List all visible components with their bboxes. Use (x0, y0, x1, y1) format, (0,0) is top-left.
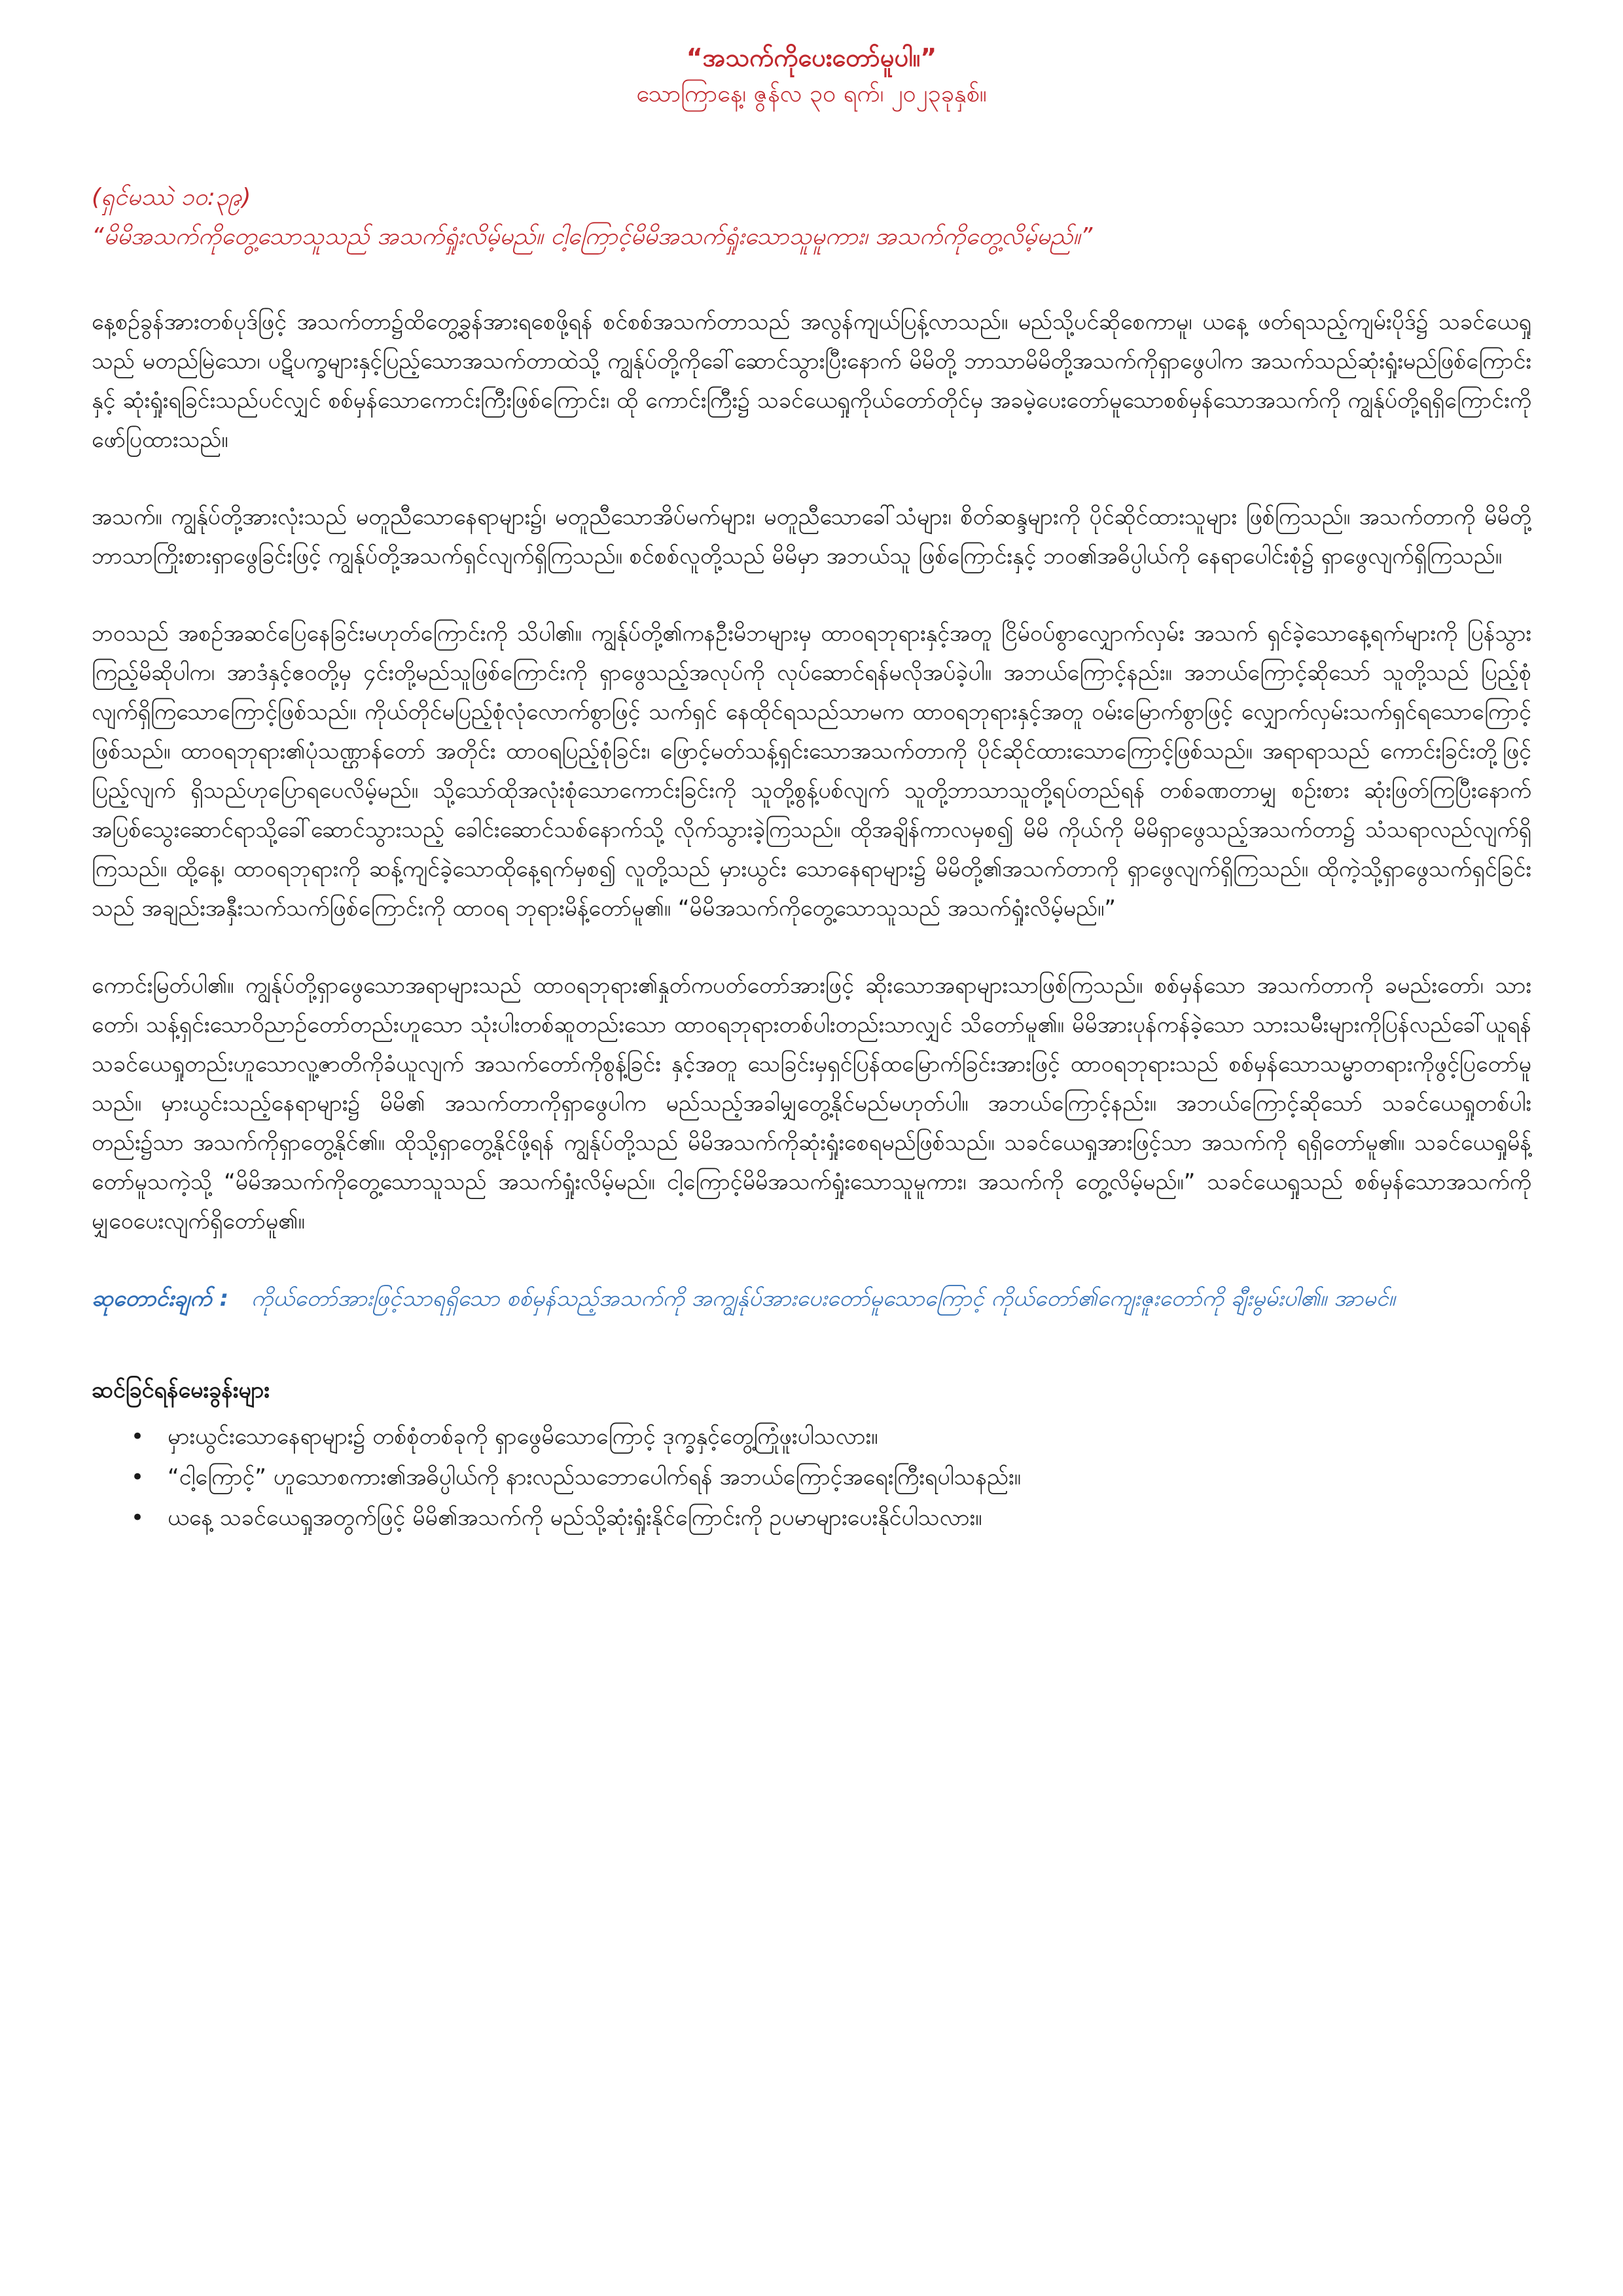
prayer-label: ဆုတောင်းချက် : (92, 1285, 229, 1312)
bullet-icon: • (131, 1505, 145, 1531)
bullet-icon: • (131, 1464, 145, 1490)
question-item (131, 1457, 1531, 1498)
body-paragraph-2: အသက်။ ကျွန်ုပ်တို့အားလုံးသည် မတူညီသောနေရာများ၌၊ မတူညီသောအိပ်မက်များ၊ မတူညီသောခေါ်သံများ၊ စိတ်ဆန္ဒများကို ပိုင်ဆိုင်ထားသူများ ဖြစ်ကြသည်။ အသက်တာကို မိမိတို့ဘာသာကြိုးစားရှာဖွေခြင်းဖြင့် ကျွန်ုပ်တို့အသက်ရှင်လျက်ရှိကြသည်။ စင်စစ်လူတို့သည် မိမိမှာ အဘယ်သူ ဖြစ်ကြောင်းနှင့် ဘဝ၏အဓိပ္ပါယ်ကို နေရာပေါင်းစုံ၌ ရှာဖွေလျက်ရှိကြသည်။ (92, 504, 1531, 569)
questions-list (92, 1416, 1531, 1538)
verse-reference: (ရှင်မဿဲ ၁၀:၃၉) (92, 184, 251, 211)
prayer-text: ကိုယ်တော်အားဖြင့်သာရရှိသော စစ်မှန်သည့်အသက်ကို အကျွန်ုပ်အားပေးတော်မူသောကြောင့် ကိုယ်တော်၏ကျေးဇူးတော်ကို ချီးမွမ်းပါ၏။ အာမင်။ (251, 1285, 1395, 1312)
question-item (131, 1498, 1531, 1538)
page-date: သောကြာနေ့၊ ဇွန်လ ၃၀ ရက်၊ ၂၀၂၃ခုနှစ်။ (636, 81, 987, 107)
body-paragraph-1: နေ့စဉ်ခွန်အားတစ်ပုဒ်ဖြင့် အသက်တာ၌ထိတွေ့ခွန်အားရစေဖို့ရန် စင်စစ်အသက်တာသည် အလွန်ကျယ်ပြန့်လာသည်။ မည်သို့ပင်ဆိုစေကာမူ၊ ယနေ့ ဖတ်ရသည့်ကျမ်းပိုဒ်၌ သခင်ယေရှုသည် မတည်မြဲသော၊ ပဋိပက္ခများနှင့်ပြည့်သောအသက်တာထဲသို့ ကျွန်ုပ်တို့ကိုခေါ်ဆောင်သွားပြီးနောက် မိမိတို့ ဘာသာမိမိတို့အသက်ကိုရှာဖွေပါက အသက်သည်ဆုံးရှုံးမည်ဖြစ်ကြောင်းနှင့် ဆုံးရှုံးရခြင်းသည်ပင်လျှင် စစ်မှန်သောကောင်းကြီးဖြစ်ကြောင်း၊ ထို ကောင်းကြီး၌ သခင်ယေရှုကိုယ်တော်တိုင်မှ အခမဲ့ပေးတော်မူသောစစ်မှန်သောအသက်ကို ကျွန်ုပ်တို့ရရှိကြောင်းကို ဖော်ပြထားသည်။ (92, 309, 1531, 453)
question-item (131, 1416, 1531, 1457)
questions-heading: ဆင်ခြင်ရန်မေးခွန်းများ (92, 1377, 270, 1403)
verse-text: “မိမိအသက်ကိုတွေ့သောသူသည် အသက်ရှုံးလိမ့်မည်။ ငါ့ကြောင့်မိမိအသက်ရှုံးသောသူမူကား၊ အသက်ကိုတွေ့လိမ့်မည်။” (92, 223, 1093, 250)
body-paragraph-4: ကောင်းမြတ်ပါ၏။ ကျွန်ုပ်တို့ရှာဖွေသောအရာများသည် ထာဝရဘုရား၏နှုတ်ကပတ်တော်အားဖြင့် ဆိုးသောအရာများသာဖြစ်ကြသည်။ စစ်မှန်သော အသက်တာကို ခမည်းတော်၊ သားတော်၊ သန့်ရှင်းသောဝိညာဉ်တော်တည်းဟူသော သုံးပါးတစ်ဆူတည်းသော ထာဝရဘုရားတစ်ပါးတည်းသာလျှင် သိတော်မူ၏။ မိမိအားပုန်ကန်ခဲ့သော သားသမီးများကိုပြန်လည်ခေါ်ယူရန် သခင်ယေရှုတည်းဟူသောလူ့ဇာတိကိုခံယူလျက် အသက်တော်ကိုစွန့်ခြင်း နှင့်အတူ သေခြင်းမှရှင်ပြန်ထမြောက်ခြင်းအားဖြင့် ထာဝရဘုရားသည် စစ်မှန်သောသမ္မာတရားကိုဖွင့်ပြတော်မူသည်။ မှားယွင်းသည့်နေရာများ၌ မိမိ၏ အသက်တာကိုရှာဖွေပါက မည်သည့်အခါမျှတွေ့နိုင်မည်မဟုတ်ပါ။ အဘယ်ကြောင့်နည်း။ အဘယ်ကြောင့်ဆိုသော် သခင်ယေရှုတစ်ပါးတည်း၌သာ အသက်ကိုရှာတွေ့နိုင်၏။ ထိုသို့ရှာတွေ့နိုင်ဖို့ရန် ကျွန်ုပ်တို့သည် မိမိအသက်ကိုဆုံးရှုံးစေရမည်ဖြစ်သည်။ သခင်ယေရှုအားဖြင့်သာ အသက်ကို ရရှိတော်မူ၏။ သခင်ယေရှုမိန့်တော်မူသကဲ့သို့ “မိမိအသက်ကိုတွေ့သောသူသည် အသက်ရှုံးလိမ့်မည်။ ငါ့ကြောင့်မိမိအသက်ရှုံးသောသူမူကား၊ အသက်ကို တွေ့လိမ့်မည်။” သခင်ယေရှုသည် စစ်မှန်သောအသက်ကိုမျှဝေပေးလျက်ရှိတော်မူ၏။ (92, 973, 1531, 1234)
prayer-block (92, 1279, 1531, 1318)
page-title: “အသက်ကိုပေးတော်မူပါ။” (686, 43, 937, 72)
body-paragraph-3: ဘဝသည် အစဉ်အဆင်ပြေနေခြင်းမဟုတ်ကြောင်းကို သိပါ၏။ ကျွန်ုပ်တို့၏ကနဦးမိဘများမှ ထာဝရဘုရားနှင့်အတူ ငြိမ်ဝပ်စွာလျှောက်လှမ်း အသက် ရှင်ခဲ့သောနေ့ရက်များကို ပြန်သွားကြည့်မိဆိုပါက၊ အာဒံနှင့်ဧဝတို့မှ ၄င်းတို့မည်သူဖြစ်ကြောင်းကို ရှာဖွေသည့်အလုပ်ကို လုပ်ဆောင်ရန်မလိုအပ်ခဲ့ပါ။ အဘယ်ကြောင့်နည်း။ အဘယ်ကြောင့်ဆိုသော် သူတို့သည် ပြည့်စုံလျက်ရှိကြသောကြောင့်ဖြစ်သည်။ ကိုယ်တိုင်မပြည့်စုံလုံလောက်စွာဖြင့် သက်ရှင် နေထိုင်ရသည်သာမက ထာဝရဘုရားနှင့်အတူ ဝမ်းမြောက်စွာဖြင့် လျှောက်လှမ်းသက်ရှင်ရသောကြောင့်ဖြစ်သည်။ ထာဝရဘုရား၏ပုံသဏ္ဌာန်တော် အတိုင်း ထာဝရပြည့်စုံခြင်း၊ ဖြောင့်မတ်သန့်ရှင်းသောအသက်တာကို ပိုင်ဆိုင်ထားသောကြောင့်ဖြစ်သည်။ အရာရာသည် ကောင်းခြင်းတို့ဖြင့်ပြည့်လျက် ရှိသည်ဟုပြောရပေလိမ့်မည်။ သို့သော်ထိုအလုံးစုံသောကောင်းခြင်းကို သူတို့စွန့်ပစ်လျက် သူတို့ဘာသာသူတို့ရပ်တည်ရန် တစ်ခဏတာမျှ စဉ်းစား ဆုံးဖြတ်ကြပြီးနောက် အပြစ်သွေးဆောင်ရာသို့ခေါ်ဆောင်သွားသည့် ခေါင်းဆောင်သစ်နောက်သို့ လိုက်သွားခဲ့ကြသည်။ ထိုအချိန်ကာလမှစ၍ မိမိ ကိုယ်ကို မိမိရှာဖွေသည့်အသက်တာ၌ သံသရာလည်လျက်ရှိကြသည်။ ထို့နေ့၊ ထာဝရဘုရားကို ဆန့်ကျင်ခဲ့သောထိုနေ့ရက်မှစ၍ လူတို့သည် မှားယွင်း သောနေရာများ၌ မိမိတို့၏အသက်တာကို ရှာဖွေလျက်ရှိကြသည်။ ထိုကဲ့သို့ရှာဖွေသက်ရှင်ခြင်းသည် အချည်းအနှီးသက်သက်ဖြစ်ကြောင်းကို ထာဝရ ဘုရားမိန့်တော်မူ၏။ “မိမိအသက်ကိုတွေ့သောသူသည် အသက်ရှုံးလိမ့်မည်။” (92, 620, 1531, 922)
question-text: “ငါ့ကြောင့်” ဟူသောစကား၏အဓိပ္ပါယ်ကို နားလည်သဘောပေါက်ရန် အဘယ်ကြောင့်အရေးကြီးရပါသနည်း။ (168, 1464, 1021, 1490)
question-text: ယနေ့ သခင်ယေရှုအတွက်ဖြင့် မိမိ၏အသက်ကို မည်သို့ဆုံးရှုံးနိုင်ကြောင်းကို ဥပမာများပေးနိုင်ပါသလား။ (168, 1505, 982, 1531)
question-text: မှားယွင်းသောနေရာများ၌ တစ်စုံတစ်ခုကို ရှာဖွေမိသောကြောင့် ဒုက္ခနှင့်တွေ့ကြုံဖူးပါသလား။ (168, 1424, 878, 1450)
bullet-icon: • (131, 1424, 145, 1450)
